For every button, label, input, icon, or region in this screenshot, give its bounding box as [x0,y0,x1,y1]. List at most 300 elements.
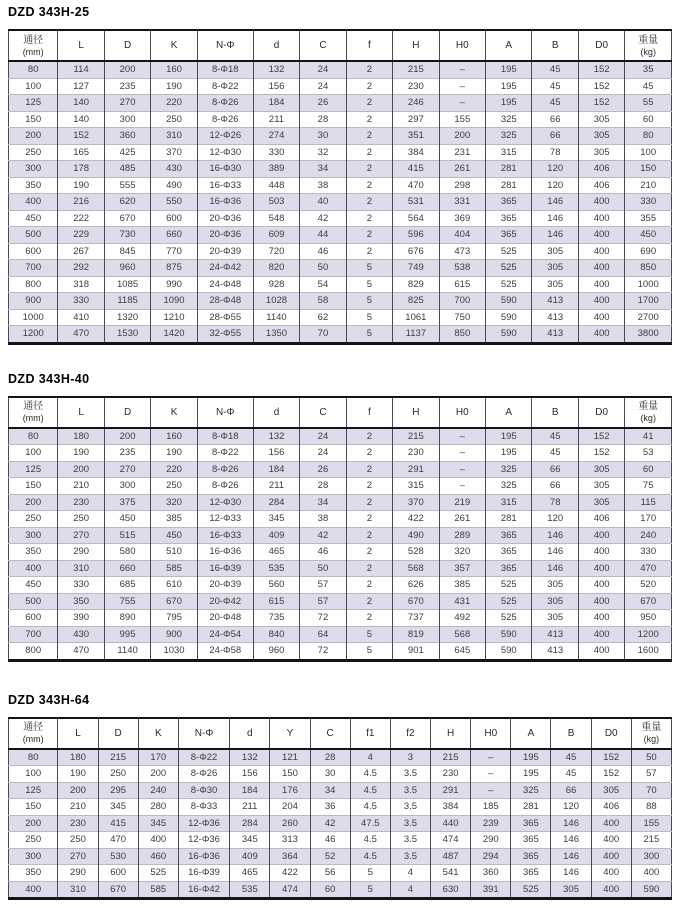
table-cell: 2 [346,78,392,95]
table-cell: 290 [58,544,104,561]
table-cell: 1000 [625,276,672,293]
table-cell: 409 [230,848,270,865]
table-cell: 20-Φ39 [197,577,253,594]
table-cell: 400 [591,832,631,849]
table-cell: 47.5 [350,815,390,832]
table-cell: 250 [151,111,197,128]
table-cell: 325 [486,128,532,145]
table-cell: 700 [9,626,58,643]
header-row [9,397,672,428]
table-cell: 305 [578,111,624,128]
table-cell: 5 [346,643,392,661]
table-cell: – [471,766,511,783]
table-cell: 178 [58,161,104,178]
table-cell: 365 [486,194,532,211]
table-cell: 12-Φ33 [197,511,253,528]
spec-table [8,396,672,662]
table-cell: 115 [625,494,672,511]
table-cell: 400 [578,309,624,326]
table-cell: 170 [625,511,672,528]
table-cell: 3.5 [390,832,430,849]
spec-section-343h-64 [8,693,672,901]
table-cell: 150 [270,766,310,783]
table-cell: 384 [393,144,439,161]
table-cell: 5 [350,865,390,882]
table-cell: 215 [431,749,471,766]
table-cell: 284 [230,815,270,832]
table-row [9,210,672,227]
table-cell: 44 [300,227,346,244]
column-header: f [346,397,392,428]
table-cell: 470 [625,560,672,577]
table-cell: 222 [58,210,104,227]
table-cell: 45 [625,78,672,95]
table-cell: 53 [625,445,672,462]
table-cell: 146 [551,848,591,865]
table-cell: 165 [58,144,104,161]
table-row [9,243,672,260]
table-cell: 370 [151,144,197,161]
table-row [9,593,672,610]
table-cell: 875 [151,260,197,277]
table-cell: 2 [346,161,392,178]
column-header: L [58,30,104,61]
column-header: d [230,718,270,749]
table-cell: 50 [300,260,346,277]
table-cell: 211 [253,478,299,495]
table-cell: 305 [578,494,624,511]
header-row [9,718,672,749]
table-cell: 525 [486,260,532,277]
column-header-unit: (mm) [22,413,44,423]
table-cell: 46 [310,832,350,849]
table-cell: 291 [393,461,439,478]
table-cell: 120 [532,161,578,178]
table-cell: 795 [151,610,197,627]
table-cell: 28 [300,111,346,128]
table-row [9,626,672,643]
table-cell: 515 [104,527,150,544]
table-cell: 413 [532,309,578,326]
table-cell: 730 [104,227,150,244]
table-cell: 450 [104,511,150,528]
column-header-unit: (mm) [22,46,44,57]
table-cell: 190 [58,766,98,783]
column-header: C [300,30,346,61]
table-cell: 20-Φ36 [197,227,253,244]
table-cell: 54 [300,276,346,293]
table-cell: 120 [551,799,591,816]
column-header: D [98,718,138,749]
table-cell: 415 [98,815,138,832]
table-row [9,848,672,865]
table-cell: 250 [58,511,104,528]
table-cell: 630 [431,881,471,899]
table-cell: 152 [591,766,631,783]
table-cell: 406 [591,799,631,816]
table-cell: 900 [9,293,58,310]
table-cell: 450 [151,527,197,544]
table-cell: 305 [578,128,624,145]
table-cell: – [439,95,485,112]
table-cell: 60 [310,881,350,899]
table-cell: 155 [439,111,485,128]
table-cell: 300 [9,161,58,178]
table-cell: 24-Φ42 [197,260,253,277]
table-cell: 369 [439,210,485,227]
table-cell: 190 [58,177,104,194]
table-cell: 800 [9,643,58,661]
table-cell: 590 [486,643,532,661]
table-cell: 431 [439,593,485,610]
table-cell: 180 [58,749,98,766]
table-cell: 1000 [9,309,58,326]
table-cell: 305 [578,144,624,161]
table-cell: 365 [511,832,551,849]
table-cell: 5 [350,881,390,899]
table-cell: 2 [346,144,392,161]
table-cell: – [439,78,485,95]
table-cell: 525 [486,243,532,260]
table-cell: 3 [390,749,430,766]
table-cell: 4.5 [350,832,390,849]
table-cell: 2 [346,227,392,244]
table-row [9,293,672,310]
table-cell: 800 [9,276,58,293]
table-cell: 156 [253,445,299,462]
table-cell: 829 [393,276,439,293]
table-cell: 1140 [104,643,150,661]
table-cell: 146 [532,210,578,227]
table-cell: 146 [532,527,578,544]
column-header: A [511,718,551,749]
table-cell: 184 [253,461,299,478]
table-cell: 670 [98,881,138,899]
table-cell: 195 [486,428,532,445]
table-cell: 1210 [151,309,197,326]
table-cell: – [471,749,511,766]
table-cell: 12-Φ30 [197,494,253,511]
table-cell: 400 [591,881,631,899]
table-cell: 45 [532,61,578,78]
table-cell: 120 [532,511,578,528]
table-cell: 440 [431,815,471,832]
table-cell: 75 [625,478,672,495]
table-cell: 36 [310,799,350,816]
table-cell: 384 [431,799,471,816]
table-cell: 490 [151,177,197,194]
table-cell: 270 [104,461,150,478]
table-cell: 2 [346,428,392,445]
table-cell: 596 [393,227,439,244]
table-cell: 525 [486,276,532,293]
table-cell: 409 [253,527,299,544]
table-cell: 28-Φ55 [197,309,253,326]
table-cell: 24 [300,428,346,445]
table-row [9,276,672,293]
table-title: DZD 343H-40 [8,371,90,386]
table-cell: 216 [58,194,104,211]
table-cell: 190 [58,445,104,462]
table-cell: 590 [486,293,532,310]
table-cell: 290 [58,865,98,882]
table-cell: 365 [486,544,532,561]
table-cell: 300 [9,527,58,544]
table-cell: 200 [439,128,485,145]
table-cell: 300 [631,848,671,865]
table-cell: 1185 [104,293,150,310]
table-row [9,309,672,326]
table-cell: 250 [58,832,98,849]
table-cell: 289 [439,527,485,544]
table-cell: 132 [253,61,299,78]
spec-section-343h-40 [8,372,672,662]
table-cell: 660 [104,560,150,577]
table-cell: 8-Φ33 [178,799,229,816]
table-cell: – [439,61,485,78]
table-cell: 12-Φ26 [197,128,253,145]
table-cell: 470 [393,177,439,194]
table-cell: 305 [578,478,624,495]
table-cell: 2700 [625,309,672,326]
table-row [9,478,672,495]
table-cell: 404 [439,227,485,244]
table-cell: 422 [393,511,439,528]
table-cell: 320 [439,544,485,561]
table-cell: 1200 [625,626,672,643]
table-cell: 220 [151,95,197,112]
table-cell: 389 [253,161,299,178]
table-cell: 325 [486,111,532,128]
table-cell: 413 [532,293,578,310]
table-cell: 16-Φ42 [178,881,229,899]
table-cell: 450 [625,227,672,244]
table-cell: 5 [346,626,392,643]
table-cell: 45 [551,749,591,766]
table-cell: 20-Φ48 [197,610,253,627]
table-cell: 100 [9,78,58,95]
table-cell: 310 [151,128,197,145]
table-cell: 132 [253,428,299,445]
table-row [9,544,672,561]
table-cell: 345 [253,511,299,528]
table-cell: 267 [58,243,104,260]
table-cell: 400 [578,243,624,260]
table-cell: 2 [346,111,392,128]
table-cell: 310 [58,881,98,899]
table-cell: 560 [253,577,299,594]
table-cell: 568 [393,560,439,577]
table-cell: 16-Φ39 [197,560,253,577]
table-cell: 156 [253,78,299,95]
table-cell: 850 [439,326,485,344]
table-cell: 2 [346,527,392,544]
table-cell: 150 [9,478,58,495]
table-cell: 58 [300,293,346,310]
table-cell: 250 [9,511,58,528]
table-cell: 400 [578,527,624,544]
table-cell: 150 [9,111,58,128]
table-row [9,865,672,882]
table-cell: 4.5 [350,848,390,865]
table-cell: 2 [346,210,392,227]
table-cell: 310 [58,560,104,577]
table-row [9,128,672,145]
table-cell: 525 [486,593,532,610]
table-cell: 755 [104,593,150,610]
table-cell: 391 [471,881,511,899]
table-cell: 146 [551,832,591,849]
table-cell: 555 [104,177,150,194]
table-cell: 538 [439,260,485,277]
table-cell: 46 [300,243,346,260]
table-cell: 114 [58,61,104,78]
table-cell: 2 [346,494,392,511]
table-cell: 960 [104,260,150,277]
table-cell: 261 [439,511,485,528]
table-cell: 448 [253,177,299,194]
table-cell: 297 [393,111,439,128]
table-cell: 45 [551,766,591,783]
table-cell: 30 [310,766,350,783]
column-header: L [58,397,104,428]
table-cell: 928 [253,276,299,293]
table-cell: 525 [511,881,551,899]
table-cell: 460 [138,848,178,865]
table-cell: 80 [9,749,58,766]
table-cell: 121 [270,749,310,766]
table-cell: 900 [151,626,197,643]
table-row [9,815,672,832]
table-cell: 609 [253,227,299,244]
table-body [9,749,672,899]
table-cell: 1420 [151,326,197,344]
table-cell: 820 [253,260,299,277]
table-cell: 204 [270,799,310,816]
table-cell: 200 [9,494,58,511]
table-cell: 280 [138,799,178,816]
table-cell: 26 [300,461,346,478]
table-cell: 50 [631,749,671,766]
table-cell: 152 [578,445,624,462]
table-cell: 645 [439,643,485,661]
table-cell: 46 [300,544,346,561]
table-cell: 2 [346,577,392,594]
table-row [9,799,672,816]
table-cell: 5 [346,276,392,293]
table-cell: 750 [439,309,485,326]
table-cell: 230 [58,815,98,832]
table-cell: 600 [98,865,138,882]
table-cell: 24-Φ48 [197,276,253,293]
table-cell: 825 [393,293,439,310]
table-cell: 215 [98,749,138,766]
table-cell: 185 [471,799,511,816]
column-header: 通径 (mm) [9,30,58,61]
table-cell: 487 [431,848,471,865]
table-cell: 670 [393,593,439,610]
table-cell: 1140 [253,309,299,326]
table-row [9,161,672,178]
column-header: H0 [439,30,485,61]
table-cell: 531 [393,194,439,211]
table-cell: 50 [300,560,346,577]
table-cell: 235 [104,445,150,462]
table-cell: 215 [393,61,439,78]
table-row [9,766,672,783]
table-cell: 215 [393,428,439,445]
table-row [9,144,672,161]
column-header: 通径 (mm) [9,397,58,428]
table-cell: 160 [151,61,197,78]
table-cell: 350 [58,593,104,610]
table-cell: 585 [151,560,197,577]
table-cell: 152 [58,128,104,145]
column-header: d [253,397,299,428]
table-cell: 231 [439,144,485,161]
table-cell: 720 [253,243,299,260]
table-cell: 610 [151,577,197,594]
table-cell: 3.5 [390,799,430,816]
table-cell: 330 [58,577,104,594]
table-cell: 626 [393,577,439,594]
table-cell: 620 [104,194,150,211]
table-cell: 210 [625,177,672,194]
table-cell: 8-Φ26 [178,766,229,783]
table-cell: 57 [300,593,346,610]
table-row [9,194,672,211]
table-cell: 72 [300,610,346,627]
table-cell: – [439,461,485,478]
table-cell: 2 [346,243,392,260]
table-cell: 4 [390,865,430,882]
table-cell: 485 [104,161,150,178]
table-cell: 40 [300,194,346,211]
table-cell: 230 [393,445,439,462]
table-cell: 140 [58,95,104,112]
table-cell: 30 [300,128,346,145]
column-header: f2 [390,718,430,749]
table-cell: 281 [486,161,532,178]
table-cell: 80 [9,61,58,78]
table-cell: 400 [578,293,624,310]
table-cell: 590 [631,881,671,899]
table-cell: 62 [300,309,346,326]
table-cell: 5 [346,326,392,344]
table-cell: 184 [230,782,270,799]
table-cell: 246 [393,95,439,112]
table-cell: 16-Φ39 [178,865,229,882]
table-cell: 1350 [253,326,299,344]
column-header: D0 [578,30,624,61]
table-cell: 20-Φ42 [197,593,253,610]
table-cell: 292 [58,260,104,277]
table-cell: 2 [346,593,392,610]
table-cell: 315 [486,144,532,161]
table-cell: 291 [431,782,471,799]
table-cell: 78 [532,144,578,161]
table-cell: 535 [253,560,299,577]
table-cell: 2 [346,544,392,561]
table-cell: 474 [431,832,471,849]
table-cell: 305 [532,243,578,260]
table-cell: 400 [631,865,671,882]
table-cell: 152 [591,749,631,766]
table-cell: 57 [631,766,671,783]
table-cell: 737 [393,610,439,627]
column-header: K [151,30,197,61]
column-header: 重量 (kg) [625,30,672,61]
